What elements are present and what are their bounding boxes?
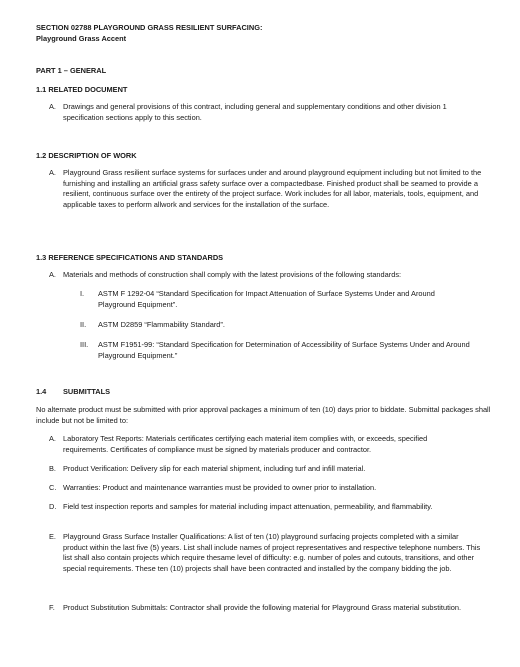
item-label: A. <box>49 270 56 279</box>
paragraph-1-2-a: Playground Grass resilient surface systems for surfaces under and around playground equipment including but not limited to the furnishing and installing an artificial grass safety surface over a compactedbase. Finished product shall be seamed to provide a resilient, continuous surface over the entirety of the project surface. Work includes for all labor, materials, tools, equipment, and applicable taxes to perform allwork and services for the installation of the surface. <box>63 168 482 209</box>
item-label: C. <box>49 483 57 492</box>
section-title: SECTION 02788 PLAYGROUND GRASS RESILIENT SURFACING: <box>36 23 263 32</box>
heading-1-3: 1.3 REFERENCE SPECIFICATIONS AND STANDARDS <box>36 253 224 262</box>
submittal-item: Field test inspection reports and samples for material including impact attenuation, permeability, and flammability. <box>63 502 433 511</box>
paragraph-1-1-a: Drawings and general provisions of this contract, including general and supplementary conditions and other division 1 specification sections apply to this section. <box>63 102 447 122</box>
paragraph-1-4-intro: No alternate product must be submitted with prior approval packages a minimum of ten (10) days prior to biddate. Submittal packages shall include but not be limited to: <box>36 405 491 425</box>
standard-item: ASTM F 1292-04 “Standard Specification for Impact Attenuation of Surface Systems Under and Around Playground Equipment”. <box>98 289 435 309</box>
part-heading: PART 1 – GENERAL <box>36 66 107 75</box>
heading-number-1-4: 1.4 <box>36 387 47 396</box>
paragraph-1-3-a: Materials and methods of construction shall comply with the latest provisions of the following standards: <box>63 270 402 279</box>
item-label: A. <box>49 168 56 177</box>
submittal-item: Laboratory Test Reports: Materials certificates certifying each material item complies with, or exceeds, specified requirements. Certificates of compliance must be signed by materials producer and contractor. <box>63 434 428 454</box>
item-label: F. <box>49 603 55 612</box>
section-subtitle: Playground Grass Accent <box>36 34 127 43</box>
item-label: A. <box>49 434 56 443</box>
standard-item: ASTM D2859 “Flammability Standard”. <box>98 320 225 329</box>
roman-label: I. <box>80 289 85 298</box>
heading-1-2: 1.2 DESCRIPTION OF WORK <box>36 151 137 160</box>
standard-item: ASTM F1951-99: “Standard Specification for Determination of Accessibility of Surface Systems Under and Around Playground Equipment.” <box>98 340 470 360</box>
item-label: E. <box>49 532 56 541</box>
roman-label: III. <box>80 340 89 349</box>
submittal-item: Product Verification: Delivery slip for each material shipment, including turf and infill material. <box>63 464 366 473</box>
item-label: A. <box>49 102 56 111</box>
roman-label: II. <box>80 320 87 329</box>
heading-1-1: 1.1 RELATED DOCUMENT <box>36 85 128 94</box>
submittal-item: Playground Grass Surface Installer Qualifications: A list of ten (10) playground surfacing projects completed with a similar product within the last five (5) years. List shall include names of project representatives and respective telephone numbers. This list shall also contain projects which require thesame level of difficulty: e.g. number of poles and cutouts, transitions, and other special requirements. These ten (10) projects shall have been contracted and installed by the company bidding the job. <box>63 532 481 573</box>
item-label: B. <box>49 464 56 473</box>
heading-1-4: SUBMITTALS <box>63 387 111 396</box>
submittal-item: Product Substitution Submittals: Contractor shall provide the following material for Playground Grass material substitution. <box>63 603 462 612</box>
submittal-item: Warranties: Product and maintenance warranties must be provided to owner prior to installation. <box>63 483 377 492</box>
item-label: D. <box>49 502 57 511</box>
